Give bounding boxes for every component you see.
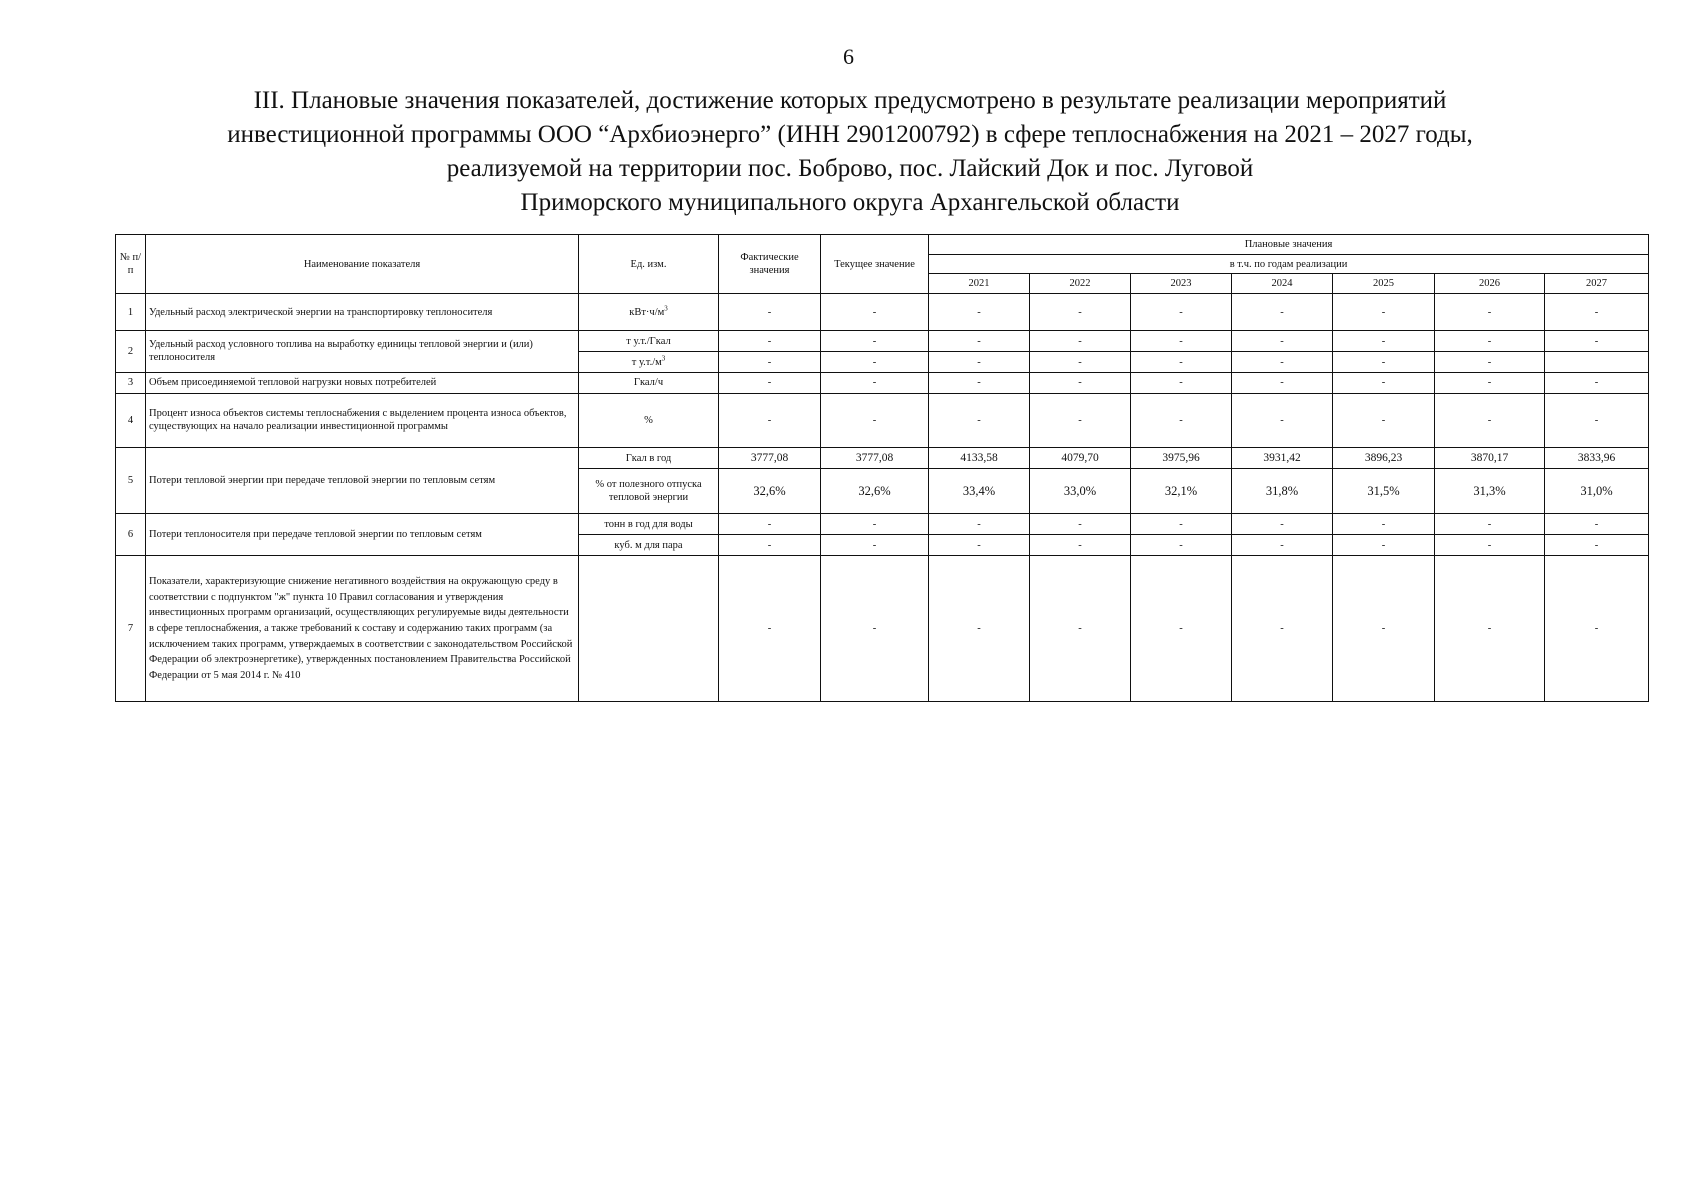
year-value-2027	[1545, 352, 1649, 372]
current-value: -	[821, 331, 929, 352]
actual-value: -	[719, 535, 821, 556]
table-row	[116, 372, 1649, 393]
year-value-2024: -	[1232, 294, 1333, 331]
row-number: 5	[116, 448, 146, 514]
year-value-2026: -	[1435, 352, 1545, 372]
row-number: 6	[116, 513, 146, 556]
table-row	[116, 448, 1649, 469]
actual-value: -	[719, 294, 821, 331]
year-value-2021: -	[929, 513, 1030, 534]
year-value-2026: -	[1435, 331, 1545, 352]
unit-cell	[579, 331, 719, 352]
year-value-2021: -	[929, 393, 1030, 447]
year-value-2024: -	[1232, 556, 1333, 702]
actual-value: -	[719, 513, 821, 534]
current-value: -	[821, 352, 929, 372]
year-value-2027: -	[1545, 513, 1649, 534]
current-value: -	[821, 556, 929, 702]
year-value-2021: 4133,58	[929, 448, 1030, 469]
year-value-2025: -	[1333, 393, 1435, 447]
indicator-name: Удельный расход условного топлива на выработку единицы тепловой энергии и (или) теплоносителя	[146, 331, 579, 372]
header-current: Текущее значение	[821, 235, 929, 294]
title-line-2: инвестиционной программы ООО “Архбиоэнерго” (ИНН 2901200792) в сфере теплоснабжения на 2021 – 2027 годы,	[227, 121, 1473, 148]
unit-label: % от полезного отпуска тепловой энергии	[595, 479, 702, 504]
year-value-2027: -	[1545, 393, 1649, 447]
year-value-2027: -	[1545, 331, 1649, 352]
header-planned: Плановые значения	[929, 235, 1649, 255]
year-value-2026: -	[1435, 556, 1545, 702]
year-value-2024: -	[1232, 393, 1333, 447]
year-value-2021: -	[929, 556, 1030, 702]
actual-value: -	[719, 352, 821, 372]
unit-label: тонн в год для воды	[604, 518, 693, 530]
year-value-2023: -	[1131, 393, 1232, 447]
title-line-1: III. Плановые значения показателей, достижение которых предусмотрено в результате реализации мероприятий	[253, 87, 1447, 114]
title-line-4: Приморского муниципального округа Архангельской области	[520, 189, 1180, 216]
year-value-2023: -	[1131, 372, 1232, 393]
year-value-2022: -	[1030, 294, 1131, 331]
table-row	[116, 294, 1649, 331]
year-value-2023: -	[1131, 535, 1232, 556]
year-value-2023: -	[1131, 352, 1232, 372]
year-value-2026: -	[1435, 393, 1545, 447]
year-value-2022: -	[1030, 331, 1131, 352]
year-value-2023: -	[1131, 331, 1232, 352]
title-line-3: реализуемой на территории пос. Боброво, пос. Лайский Док и пос. Луговой	[446, 155, 1254, 182]
row-number: 7	[116, 556, 146, 702]
year-value-2026: -	[1435, 294, 1545, 331]
year-value-2027: -	[1545, 556, 1649, 702]
current-value: -	[821, 372, 929, 393]
indicators-table	[115, 234, 1649, 702]
actual-value: -	[719, 556, 821, 702]
year-value-2021: -	[929, 294, 1030, 331]
row-number: 2	[116, 331, 146, 372]
unit-label: куб. м для пара	[614, 539, 683, 551]
unit-superscript: 3	[664, 304, 668, 313]
row-number: 4	[116, 393, 146, 447]
header-by-year: в т.ч. по годам реализации	[929, 255, 1649, 274]
actual-value: -	[719, 393, 821, 447]
table-row	[116, 331, 1649, 352]
year-value-2022: -	[1030, 556, 1131, 702]
year-value-2023: -	[1131, 556, 1232, 702]
current-value: 32,6%	[821, 469, 929, 514]
year-value-2023: -	[1131, 294, 1232, 331]
page-number: 6	[843, 44, 854, 69]
unit-cell	[579, 535, 719, 556]
indicator-name: Объем присоединяемой тепловой нагрузки новых потребителей	[146, 372, 579, 393]
current-value: -	[821, 535, 929, 556]
year-value-2024: 31,8%	[1232, 469, 1333, 514]
year-value-2024: -	[1232, 513, 1333, 534]
header-year-2024: 2024	[1232, 274, 1333, 294]
year-value-2026: -	[1435, 513, 1545, 534]
year-value-2026: -	[1435, 535, 1545, 556]
current-value: -	[821, 393, 929, 447]
year-value-2026: 3870,17	[1435, 448, 1545, 469]
unit-label: Гкал/ч	[633, 377, 664, 389]
year-value-2027: -	[1545, 372, 1649, 393]
year-value-2027: 31,0%	[1545, 469, 1649, 514]
unit-label: Гкал в год	[625, 452, 672, 464]
year-value-2027: 3833,96	[1545, 448, 1649, 469]
unit-label: кВт·ч/м	[629, 306, 665, 318]
year-value-2023: 3975,96	[1131, 448, 1232, 469]
year-value-2025: -	[1333, 556, 1435, 702]
unit-cell	[579, 513, 719, 534]
table-row	[116, 556, 1649, 702]
unit-cell	[579, 352, 719, 372]
indicator-name: Потери тепловой энергии при передаче тепловой энергии по тепловым сетям	[146, 448, 579, 514]
year-value-2021: 33,4%	[929, 469, 1030, 514]
year-value-2022: -	[1030, 372, 1131, 393]
row-number: 3	[116, 372, 146, 393]
year-value-2025: 31,5%	[1333, 469, 1435, 514]
year-value-2021: -	[929, 331, 1030, 352]
year-value-2021: -	[929, 372, 1030, 393]
header-name: Наименование показателя	[146, 235, 579, 294]
year-value-2021: -	[929, 352, 1030, 372]
year-value-2022: -	[1030, 352, 1131, 372]
year-value-2024: -	[1232, 331, 1333, 352]
actual-value: 3777,08	[719, 448, 821, 469]
unit-cell	[579, 294, 719, 331]
header-year-2023: 2023	[1131, 274, 1232, 294]
header-year-2022: 2022	[1030, 274, 1131, 294]
row-number: 1	[116, 294, 146, 331]
year-value-2022: 33,0%	[1030, 469, 1131, 514]
document-title	[120, 84, 1580, 220]
unit-superscript: 3	[661, 354, 666, 363]
indicator-name: Потери теплоносителя при передаче тепловой энергии по тепловым сетям	[146, 513, 579, 556]
year-value-2025: -	[1333, 513, 1435, 534]
year-value-2022: -	[1030, 535, 1131, 556]
year-value-2025: -	[1333, 352, 1435, 372]
header-year-2027: 2027	[1545, 274, 1649, 294]
year-value-2021: -	[929, 535, 1030, 556]
current-value: -	[821, 294, 929, 331]
year-value-2024: -	[1232, 535, 1333, 556]
table-row	[116, 393, 1649, 447]
header-actual: Фактические значения	[719, 235, 821, 294]
year-value-2025: -	[1333, 535, 1435, 556]
year-value-2024: 3931,42	[1232, 448, 1333, 469]
year-value-2025: 3896,23	[1333, 448, 1435, 469]
unit-label: %	[644, 414, 653, 426]
year-value-2025: -	[1333, 294, 1435, 331]
table-header	[116, 235, 1649, 294]
table-row	[116, 513, 1649, 534]
year-value-2027: -	[1545, 535, 1649, 556]
current-value: 3777,08	[821, 448, 929, 469]
year-value-2025: -	[1333, 372, 1435, 393]
indicator-name: Процент износа объектов системы теплоснабжения с выделением процента износа объектов, существующих на начало реализации инвестиционной программы	[146, 393, 579, 447]
header-year-2021: 2021	[929, 274, 1030, 294]
year-value-2027: -	[1545, 294, 1649, 331]
header-year-2025: 2025	[1333, 274, 1435, 294]
indicator-name: Показатели, характеризующие снижение негативного воздействия на окружающую среду в соответствии с подпунктом "ж" пункта 10 Правил согласования и утверждения инвестиционных программ организаций, осуществляющих регулируемые виды деятельности в сфере теплоснабжения, а также требований к составу и содержанию таких программ (за исключением таких программ, утверждаемых в соответствии с законодательством Российской Федерации об электроэнергетике), утвержденных постановлением Правительства Российской Федерации от 5 мая 2014 г. № 410	[146, 556, 579, 702]
unit-cell	[579, 448, 719, 469]
table-body	[116, 294, 1649, 702]
actual-value: -	[719, 372, 821, 393]
year-value-2024: -	[1232, 372, 1333, 393]
header-year-2026: 2026	[1435, 274, 1545, 294]
year-value-2022: -	[1030, 513, 1131, 534]
header-unit: Ед. изм.	[579, 235, 719, 294]
year-value-2024: -	[1232, 352, 1333, 372]
unit-label: т у.т./Гкал	[626, 335, 671, 347]
year-value-2026: -	[1435, 372, 1545, 393]
year-value-2025: -	[1333, 331, 1435, 352]
unit-label: т у.т./м	[631, 356, 662, 368]
current-value: -	[821, 513, 929, 534]
header-num: № п/п	[116, 235, 146, 294]
year-value-2022: 4079,70	[1030, 448, 1131, 469]
actual-value: 32,6%	[719, 469, 821, 514]
unit-cell	[579, 469, 719, 514]
actual-value: -	[719, 331, 821, 352]
year-value-2023: -	[1131, 513, 1232, 534]
year-value-2022: -	[1030, 393, 1131, 447]
unit-cell	[579, 372, 719, 393]
unit-cell	[579, 556, 719, 702]
year-value-2023: 32,1%	[1131, 469, 1232, 514]
year-value-2026: 31,3%	[1435, 469, 1545, 514]
indicator-name: Удельный расход электрической энергии на транспортировку теплоносителя	[146, 294, 579, 331]
unit-cell	[579, 393, 719, 447]
